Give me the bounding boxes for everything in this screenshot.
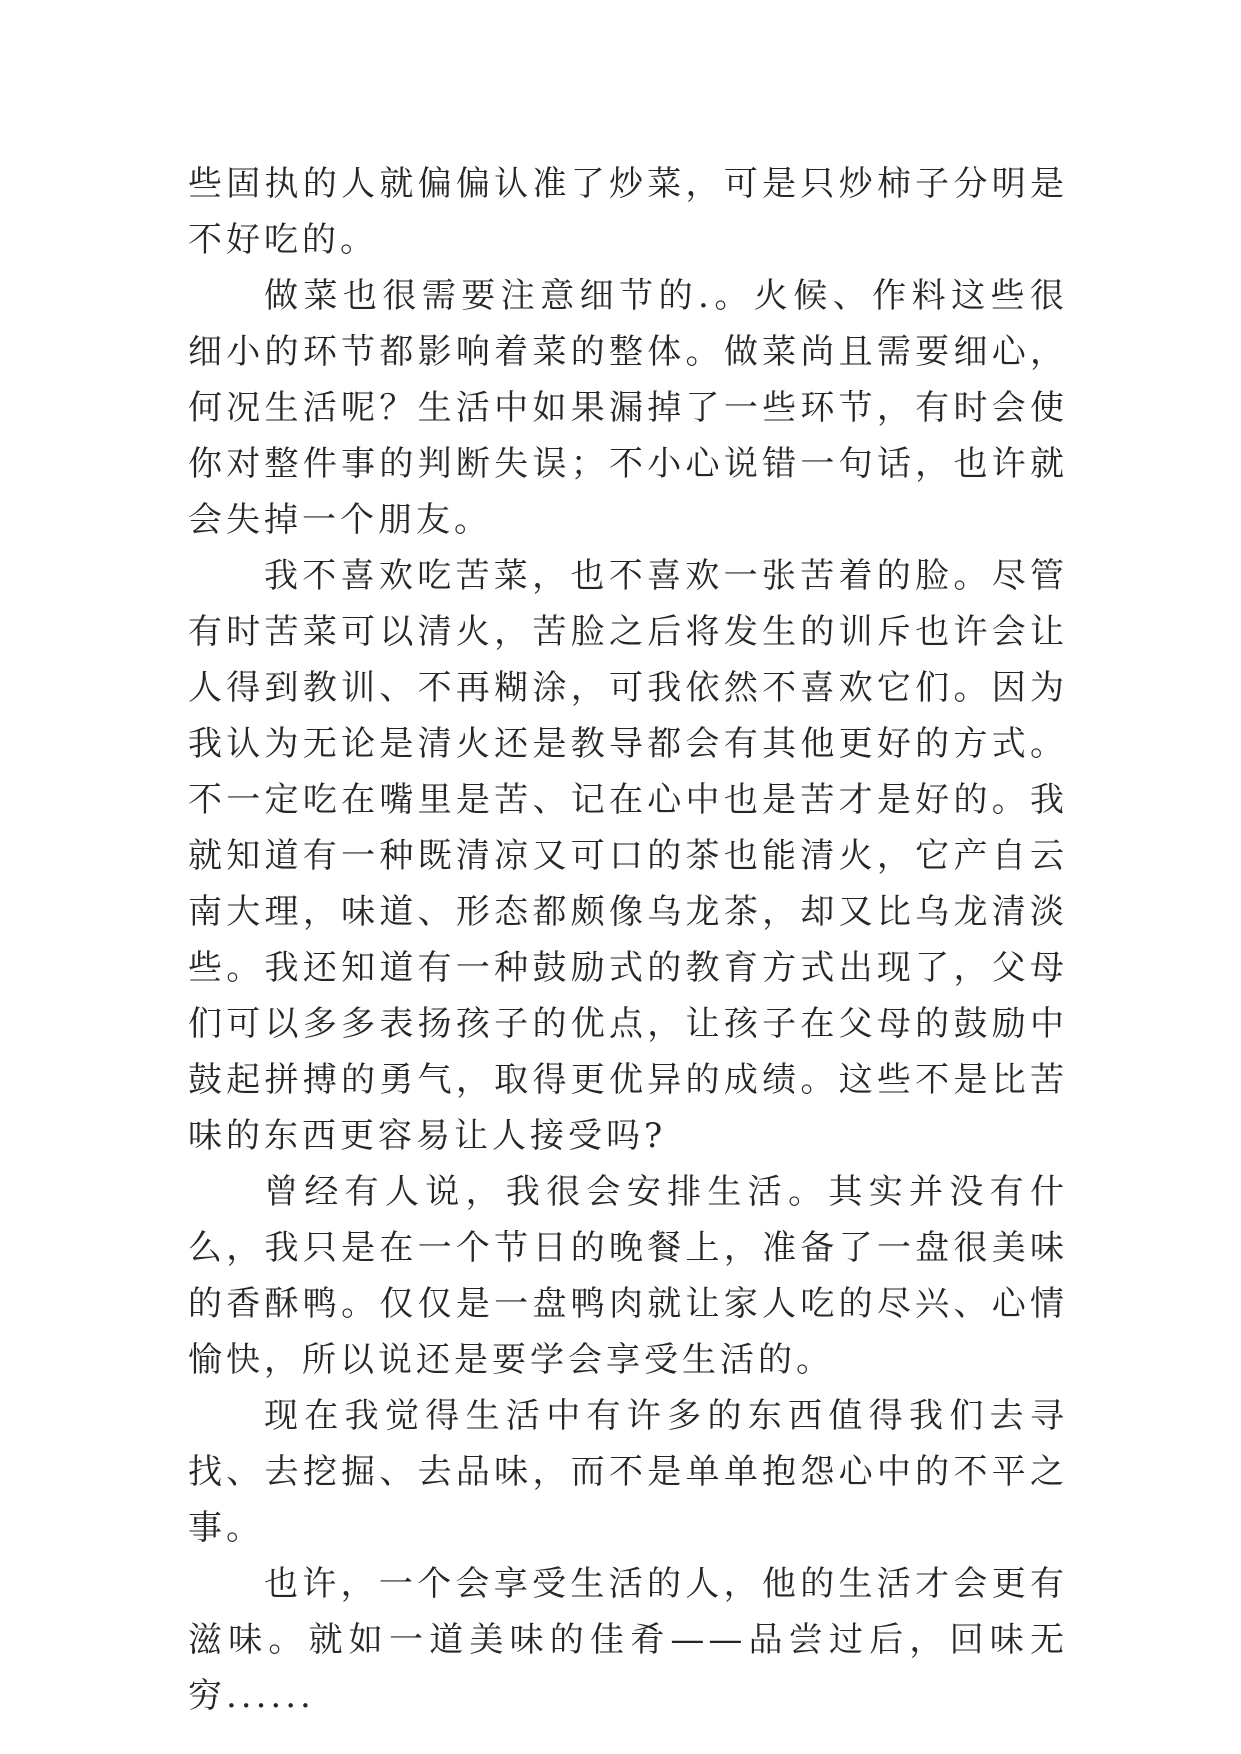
paragraph-6: 也许，一个会享受生活的人，他的生活才会更有滋味。就如一道美味的佳肴——品尝过后，回味无穷......	[188, 1564, 1068, 1716]
paragraph-2: 做菜也很需要注意细节的.。火候、作料这些很细小的环节都影响着菜的整体。做菜尚且需要细心，何况生活呢？生活中如果漏掉了一些环节，有时会使你对整件事的判断失误；不小心说错一句话，也许就会失掉一个朋友。	[188, 276, 1068, 540]
paragraph-4: 曾经有人说，我很会安排生活。其实并没有什么，我只是在一个节日的晚餐上，准备了一盘很美味的香酥鸭。仅仅是一盘鸭肉就让家人吃的尽兴、心情愉快，所以说还是要学会享受生活的。	[188, 1172, 1068, 1380]
document-body	[188, 156, 1068, 1724]
paragraph-5: 现在我觉得生活中有许多的东西值得我们去寻找、去挖掘、去品味，而不是单单抱怨心中的不平之事。	[188, 1396, 1068, 1548]
paragraph-1: 些固执的人就偏偏认准了炒菜，可是只炒柿子分明是不好吃的。	[188, 164, 1068, 260]
paragraph-3: 我不喜欢吃苦菜，也不喜欢一张苦着的脸。尽管有时苦菜可以清火，苦脸之后将发生的训斥也许会让人得到教训、不再糊涂，可我依然不喜欢它们。因为我认为无论是清火还是教导都会有其他更好的方式。不一定吃在嘴里是苦、记在心中也是苦才是好的。我就知道有一种既清凉又可口的茶也能清火，它产自云南大理，味道、形态都颇像乌龙茶，却又比乌龙清淡些。我还知道有一种鼓励式的教育方式出现了，父母们可以多多表扬孩子的优点，让孩子在父母的鼓励中鼓起拼搏的勇气，取得更优异的成绩。这些不是比苦味的东西更容易让人接受吗?	[188, 556, 1068, 1156]
